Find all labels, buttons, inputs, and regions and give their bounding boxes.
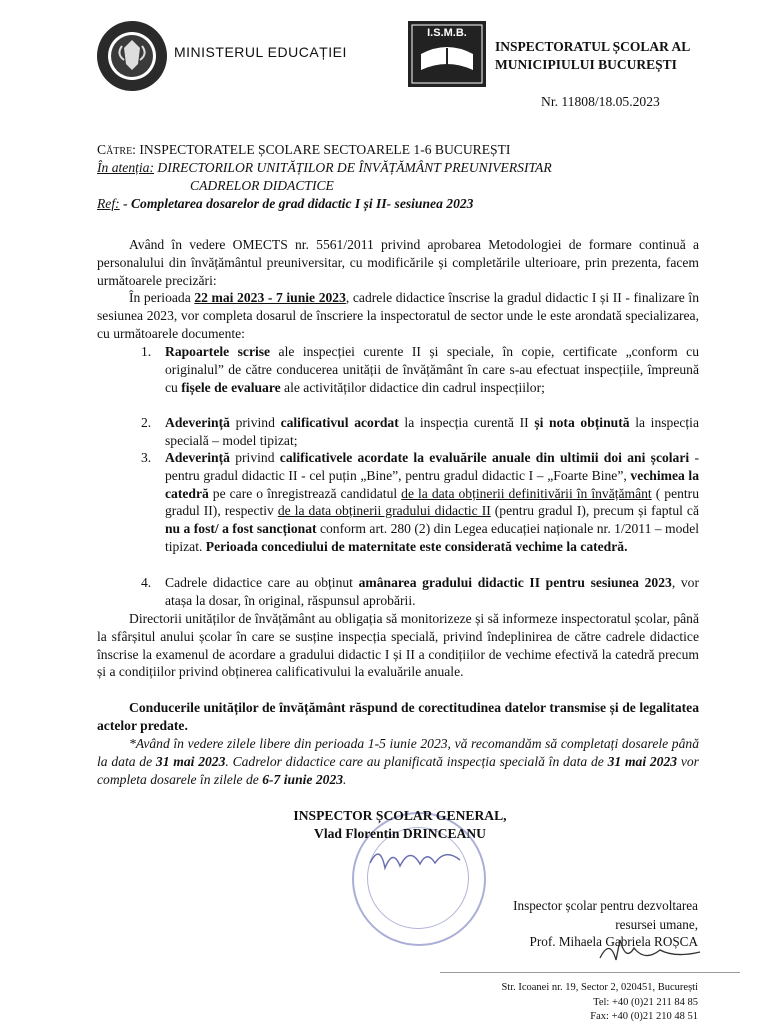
inspectorate-line-1: INSPECTORATUL ȘCOLAR AL <box>495 39 691 54</box>
p5-text-c: vor completa dosarele în zilele de <box>97 753 699 787</box>
paragraph-directors: Directorii unităților de învățământ au obligația să monitorizeze și să informeze inspectoratul școlar, până la sfârșitul anului școlar în care se susține inspecția specială, privind îndeplinirea de către cadrele didactice înscrise la examenul de acordare a gradului didactic I și II a condițiilor de vechime efectivă la catedră precum și a condițiilor privind obținerea calificativului la evaluările anuale. <box>97 611 699 680</box>
i4-text-2: , vor atașa la dosar, în original, răspunsul aprobării. <box>165 575 699 608</box>
i2-bold-1: Adeverință <box>165 415 230 430</box>
ismb-logo-text: I.S.M.B. <box>427 27 467 39</box>
p5-text-a: *Având în vedere zilele libere din perioada 1-5 iunie 2023, vă recomandăm să completați dosarele până la data de <box>97 736 699 769</box>
i3-text-1: privind <box>229 450 280 465</box>
i1-bold-1: Rapoartele scrise <box>165 344 271 359</box>
paragraph-period <box>97 289 699 342</box>
footer-address: Str. Icoanei nr. 19, Sector 2, 020451, București <box>501 982 698 993</box>
i3-bold-1: Adeverință <box>165 450 230 465</box>
p5-date-3: 6-7 iunie 2023 <box>262 771 344 787</box>
p2-dates: 22 mai 2023 - 7 iunie 2023 <box>194 290 346 305</box>
list-number-2: 2. <box>141 415 152 430</box>
signatory-1-title: INSPECTOR ȘCOLAR GENERAL, <box>293 808 507 823</box>
attention-line <box>97 160 552 176</box>
i3-text-4: ( pentru gradul II), respectiv <box>165 485 699 519</box>
list-item-3 <box>141 449 700 556</box>
i2-text-2: la inspecția curentă II <box>398 415 535 430</box>
recipient-line <box>97 142 510 158</box>
list-number-4: 4. <box>141 575 152 590</box>
i3-underline-2: de la data obținerii gradului didactic II <box>277 503 491 519</box>
attention-value-1: DIRECTORILOR UNITĂȚILOR DE ÎNVĂȚĂMÂNT PREUNIVERSITAR <box>157 160 552 175</box>
recipient-value: INSPECTORATELE ȘCOLARE SECTOARELE 1-6 BUCUREȘTI <box>139 142 511 157</box>
list-item-2 <box>141 414 699 450</box>
signature-1-icon <box>365 838 475 883</box>
signature-2-icon <box>590 930 710 975</box>
attention-line-2: CADRELOR DIDACTICE <box>190 178 334 193</box>
list-item-1 <box>141 343 700 396</box>
attention-label: În atenția: <box>97 160 155 175</box>
reference-line <box>97 196 473 212</box>
i2-text-1: privind <box>229 415 281 430</box>
inspectorate-line-2: MUNICIPIULUI BUCUREȘTI <box>495 57 677 72</box>
footer-tel: Tel: +40 (0)21 211 84 85 <box>593 997 698 1008</box>
list-number-3: 3. <box>141 450 152 465</box>
i1-text-1: ale inspecției curente II și speciale, în copie, certificate „conform cu originalul” de către conducerea unității de învățământ în care s-au efectuat inspecțiile, împreună cu <box>165 344 700 395</box>
p2-text-a: În perioada <box>129 290 195 305</box>
i3-bold-4: nu a fost/ a fost sancționat <box>165 521 317 537</box>
i4-bold-1: amânarea gradului didactic II pentru sesiunea 2023 <box>358 575 672 590</box>
i2-bold-3: și nota obținută <box>534 415 630 430</box>
p5-text-b: . Cadrelor didactice care au planificată inspecția specială în data de <box>225 753 608 769</box>
i3-bold-2: calificativele acordate la evaluările anuale din ultimii doi ani școlari <box>279 450 690 465</box>
i3-text-3: pe care o înregistrează candidatul <box>208 485 402 501</box>
signatory-2-title-line-2: resursei umane, <box>615 917 698 932</box>
p2-text-b: , cadrele didactice înscrise la gradul didactic I și II - finalizare în sesiunea 2023, vor completa dosarul de înscriere la inspectoratul de sector unde le este arondată specializarea, cu următoarele documente: <box>97 290 700 341</box>
paragraph-responsibility <box>97 699 699 735</box>
recipient-label: Către: <box>97 142 136 157</box>
p5-date-2: 31 mai 2023 <box>607 753 678 769</box>
registration-number: Nr. 11808/18.05.2023 <box>541 94 660 109</box>
paragraph-recommendation <box>97 735 699 788</box>
ministry-name: MINISTERUL EDUCAȚIEI <box>174 44 347 60</box>
i2-text-3: la inspecția specială – model tipizat; <box>165 415 699 448</box>
signatory-2-title-line-1: Inspector școlar pentru dezvoltarea <box>513 898 698 913</box>
list-item-4 <box>141 574 699 610</box>
i3-text-2: - pentru gradul didactic II - cel puțin „Bine”, pentru gradul didactic I – „Foarte Bine”, <box>165 450 699 483</box>
p4-text: Conducerile unităților de învățământ răspund de corectitudinea datelor transmise și de legalitatea actelor predate. <box>97 700 699 733</box>
signatory-1-name: Vlad Florentin DRINCEANU <box>314 826 486 841</box>
paragraph-intro: Având în vedere OMECTS nr. 5561/2011 privind aprobarea Metodologiei de formare continuă a personalului din învățământul preuniversitar, cu modificările și completările ulterioare, prin prezenta, facem următoarele precizări: <box>97 237 699 288</box>
signatory-2-name: Prof. Mihaela Gabriela ROȘCA <box>529 934 698 949</box>
i3-bold-5: Perioada concediului de maternitate este considerată vechime la catedră. <box>205 538 628 554</box>
list-number-1: 1. <box>141 344 152 359</box>
i1-bold-2: fișele de evaluare <box>181 379 281 395</box>
i2-bold-2: calificativul acordat <box>280 415 399 430</box>
footer-fax: Fax: +40 (0)21 210 48 51 <box>590 1011 698 1022</box>
i4-text-1: Cadrele didactice care au obținut <box>165 575 359 590</box>
footer-divider <box>440 972 740 973</box>
i3-underline-1: de la data obținerii definitivării în învățământ <box>401 485 652 501</box>
i1-text-2: ale activităților didactice din cadrul inspecțiilor; <box>280 379 545 395</box>
i3-bold-3: vechimea la catedră <box>165 467 700 501</box>
i3-text-6: conform art. 280 (2) din Legea educației naționale nr. 1/2011 – model tipizat. <box>165 521 700 554</box>
p5-text-d: . <box>343 771 347 787</box>
reference-value: - Completarea dosarelor de grad didactic I și II- sesiunea 2023 <box>123 196 474 211</box>
p5-date-1: 31 mai 2023 <box>155 753 226 769</box>
reference-label: Ref: <box>97 196 120 211</box>
government-seal-icon <box>96 20 168 92</box>
signatory-2-title <box>513 896 698 934</box>
inspectorate-name <box>495 38 690 74</box>
ismb-logo-icon <box>407 20 487 88</box>
i3-text-5: (pentru gradul I), precum și faptul că <box>490 503 699 519</box>
